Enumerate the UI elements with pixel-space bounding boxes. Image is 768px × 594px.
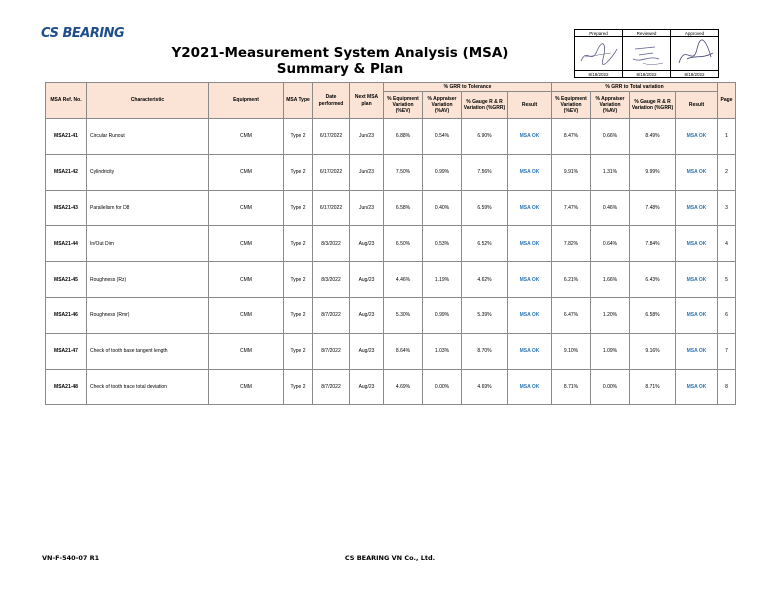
- table-row: [46, 333, 736, 369]
- msa-type-cell: Type 2: [284, 226, 313, 262]
- table-row: [46, 119, 736, 155]
- page-cell: 6: [718, 297, 736, 333]
- tol-ev-cell: 6.50%: [384, 226, 423, 262]
- page-cell: 3: [718, 190, 736, 226]
- date-performed-cell: 8/7/2022: [313, 369, 350, 405]
- tv-result-cell: MSA OK: [676, 297, 718, 333]
- signoff-table: [574, 29, 719, 78]
- tv-result-cell: MSA OK: [676, 119, 718, 155]
- next-msa-cell: Jun/23: [350, 190, 384, 226]
- equipment-cell: CMM: [209, 369, 284, 405]
- msa-type-cell: Type 2: [284, 262, 313, 298]
- tol-result-cell: MSA OK: [508, 154, 552, 190]
- msa-type-cell: Type 2: [284, 369, 313, 405]
- tol-grr-cell: 5.39%: [462, 297, 508, 333]
- tol-grr-cell: 4.69%: [462, 369, 508, 405]
- reviewed-label: Reviewed: [623, 30, 671, 37]
- grr-tolerance-group-header: % GRR to Tolerance: [384, 83, 552, 92]
- col-tol-grr-header: % Gauge R & R Variation (%GRR): [462, 92, 508, 119]
- tol-ev-cell: 7.50%: [384, 154, 423, 190]
- tv-ev-cell: 6.47%: [552, 297, 591, 333]
- tv-ev-cell: 6.21%: [552, 262, 591, 298]
- col-ref-header: MSA Ref. No.: [46, 83, 87, 119]
- equipment-cell: CMM: [209, 297, 284, 333]
- characteristic-cell: Roughness (Rmr): [87, 297, 209, 333]
- characteristic-cell: Circular Runout: [87, 119, 209, 155]
- tv-grr-cell: 7.48%: [630, 190, 676, 226]
- equipment-cell: CMM: [209, 262, 284, 298]
- ref-cell: MSA21-41: [46, 119, 87, 155]
- characteristic-cell: Roughness (Rz): [87, 262, 209, 298]
- tol-av-cell: 0.00%: [423, 369, 462, 405]
- page-cell: 5: [718, 262, 736, 298]
- ref-cell: MSA21-45: [46, 262, 87, 298]
- msa-summary-table: [45, 82, 736, 405]
- signature-image: [673, 39, 717, 69]
- tol-av-cell: 0.99%: [423, 297, 462, 333]
- page-cell: 2: [718, 154, 736, 190]
- table-row: [46, 369, 736, 405]
- next-msa-cell: Jun/23: [350, 119, 384, 155]
- tv-grr-cell: 6.58%: [630, 297, 676, 333]
- equipment-cell: CMM: [209, 333, 284, 369]
- table-row: [46, 190, 736, 226]
- date-performed-cell: 8/7/2022: [313, 297, 350, 333]
- table-row: [46, 154, 736, 190]
- tol-result-cell: MSA OK: [508, 369, 552, 405]
- col-equipment-header: Equipment: [209, 83, 284, 119]
- next-msa-cell: Jun/23: [350, 154, 384, 190]
- tv-av-cell: 1.66%: [591, 262, 630, 298]
- tol-av-cell: 0.54%: [423, 119, 462, 155]
- tv-ev-cell: 9.10%: [552, 333, 591, 369]
- tol-grr-cell: 4.62%: [462, 262, 508, 298]
- tol-ev-cell: 8.64%: [384, 333, 423, 369]
- tol-grr-cell: 6.59%: [462, 190, 508, 226]
- tv-av-cell: 0.64%: [591, 226, 630, 262]
- form-number: VN-F-540-07 R1: [42, 554, 100, 562]
- col-characteristic-header: Characteristic: [87, 83, 209, 119]
- characteristic-cell: Cylindricity: [87, 154, 209, 190]
- next-msa-cell: Aug/23: [350, 333, 384, 369]
- tol-av-cell: 0.40%: [423, 190, 462, 226]
- characteristic-cell: Check of tooth base tangent length: [87, 333, 209, 369]
- company-logo: CS BEARING: [41, 26, 125, 41]
- tol-grr-cell: 7.56%: [462, 154, 508, 190]
- col-tol-av-header: % Appraiser Variation (%AV): [423, 92, 462, 119]
- msa-type-cell: Type 2: [284, 154, 313, 190]
- date-performed-cell: 6/17/2022: [313, 154, 350, 190]
- next-msa-cell: Aug/23: [350, 369, 384, 405]
- col-tol-ev-header: % Equipment Variation (%EV): [384, 92, 423, 119]
- tv-av-cell: 1.31%: [591, 154, 630, 190]
- next-msa-cell: Aug/23: [350, 226, 384, 262]
- next-msa-cell: Aug/23: [350, 297, 384, 333]
- msa-type-cell: Type 2: [284, 190, 313, 226]
- table-row: [46, 297, 736, 333]
- tv-result-cell: MSA OK: [676, 333, 718, 369]
- next-msa-cell: Aug/23: [350, 262, 384, 298]
- tol-ev-cell: 4.69%: [384, 369, 423, 405]
- tol-result-cell: MSA OK: [508, 333, 552, 369]
- msa-table-body: [46, 119, 736, 405]
- prepared-signature: [575, 37, 623, 71]
- reviewed-signature: [623, 37, 671, 71]
- tol-result-cell: MSA OK: [508, 262, 552, 298]
- tol-ev-cell: 4.46%: [384, 262, 423, 298]
- col-tv-ev-header: % Equipment Variation (%EV): [552, 92, 591, 119]
- tv-av-cell: 1.09%: [591, 333, 630, 369]
- page-cell: 4: [718, 226, 736, 262]
- tol-av-cell: 0.99%: [423, 154, 462, 190]
- col-date-header: Date performed: [313, 83, 350, 119]
- tv-av-cell: 0.66%: [591, 119, 630, 155]
- msa-type-cell: Type 2: [284, 333, 313, 369]
- tv-av-cell: 0.46%: [591, 190, 630, 226]
- equipment-cell: CMM: [209, 154, 284, 190]
- ref-cell: MSA21-43: [46, 190, 87, 226]
- tv-result-cell: MSA OK: [676, 226, 718, 262]
- tol-result-cell: MSA OK: [508, 119, 552, 155]
- reviewed-date: 8/18/2022: [623, 71, 671, 78]
- ref-cell: MSA21-46: [46, 297, 87, 333]
- tv-ev-cell: 8.47%: [552, 119, 591, 155]
- tv-grr-cell: 9.99%: [630, 154, 676, 190]
- page-cell: 8: [718, 369, 736, 405]
- page-cell: 1: [718, 119, 736, 155]
- signature-image: [625, 39, 669, 69]
- prepared-date: 8/18/2022: [575, 71, 623, 78]
- tv-grr-cell: 9.16%: [630, 333, 676, 369]
- col-type-header: MSA Type: [284, 83, 313, 119]
- table-row: [46, 262, 736, 298]
- tv-result-cell: MSA OK: [676, 190, 718, 226]
- msa-type-cell: Type 2: [284, 297, 313, 333]
- date-performed-cell: 8/7/2022: [313, 333, 350, 369]
- tol-ev-cell: 6.88%: [384, 119, 423, 155]
- msa-type-cell: Type 2: [284, 119, 313, 155]
- grr-total-group-header: % GRR to Total variation: [552, 83, 718, 92]
- date-performed-cell: 8/3/2022: [313, 226, 350, 262]
- date-performed-cell: 8/3/2022: [313, 262, 350, 298]
- ref-cell: MSA21-47: [46, 333, 87, 369]
- col-tv-grr-header: % Gauge R & R Variation (%GRR): [630, 92, 676, 119]
- characteristic-cell: Check of tooth trace total deviation: [87, 369, 209, 405]
- tv-result-cell: MSA OK: [676, 369, 718, 405]
- col-next-header: Next MSA plan: [350, 83, 384, 119]
- tol-grr-cell: 6.52%: [462, 226, 508, 262]
- tol-av-cell: 0.53%: [423, 226, 462, 262]
- tv-grr-cell: 7.84%: [630, 226, 676, 262]
- tv-grr-cell: 8.49%: [630, 119, 676, 155]
- tol-ev-cell: 6.58%: [384, 190, 423, 226]
- col-tol-result-header: Result: [508, 92, 552, 119]
- ref-cell: MSA21-48: [46, 369, 87, 405]
- page-cell: 7: [718, 333, 736, 369]
- tol-result-cell: MSA OK: [508, 226, 552, 262]
- col-page-header: Page: [718, 83, 736, 119]
- approved-label: Approved: [671, 30, 719, 37]
- tol-grr-cell: 6.90%: [462, 119, 508, 155]
- tv-ev-cell: 7.47%: [552, 190, 591, 226]
- tv-ev-cell: 9.91%: [552, 154, 591, 190]
- approved-date: 8/18/2022: [671, 71, 719, 78]
- equipment-cell: CMM: [209, 226, 284, 262]
- characteristic-cell: In/Out Dim: [87, 226, 209, 262]
- tv-ev-cell: 8.71%: [552, 369, 591, 405]
- tol-ev-cell: 5.30%: [384, 297, 423, 333]
- characteristic-cell: Parallelism for D8: [87, 190, 209, 226]
- ref-cell: MSA21-44: [46, 226, 87, 262]
- tv-grr-cell: 8.71%: [630, 369, 676, 405]
- col-tv-av-header: % Appraiser Variation (%AV): [591, 92, 630, 119]
- table-row: [46, 226, 736, 262]
- approved-signature: [671, 37, 719, 71]
- equipment-cell: CMM: [209, 119, 284, 155]
- tol-result-cell: MSA OK: [508, 190, 552, 226]
- page-title: Y2021-Measurement System Analysis (MSA) Summary & Plan: [171, 45, 509, 77]
- tv-av-cell: 0.00%: [591, 369, 630, 405]
- tv-result-cell: MSA OK: [676, 154, 718, 190]
- prepared-label: Prepared: [575, 30, 623, 37]
- tol-result-cell: MSA OK: [508, 297, 552, 333]
- ref-cell: MSA21-42: [46, 154, 87, 190]
- tol-av-cell: 1.19%: [423, 262, 462, 298]
- equipment-cell: CMM: [209, 190, 284, 226]
- date-performed-cell: 6/17/2022: [313, 190, 350, 226]
- signature-image: [577, 39, 621, 69]
- tv-result-cell: MSA OK: [676, 262, 718, 298]
- col-tv-result-header: Result: [676, 92, 718, 119]
- tol-grr-cell: 8.70%: [462, 333, 508, 369]
- company-name: CS BEARING VN Co., Ltd.: [344, 554, 436, 562]
- tv-av-cell: 1.20%: [591, 297, 630, 333]
- tv-ev-cell: 7.82%: [552, 226, 591, 262]
- tv-grr-cell: 6.43%: [630, 262, 676, 298]
- tol-av-cell: 1.03%: [423, 333, 462, 369]
- date-performed-cell: 6/17/2022: [313, 119, 350, 155]
